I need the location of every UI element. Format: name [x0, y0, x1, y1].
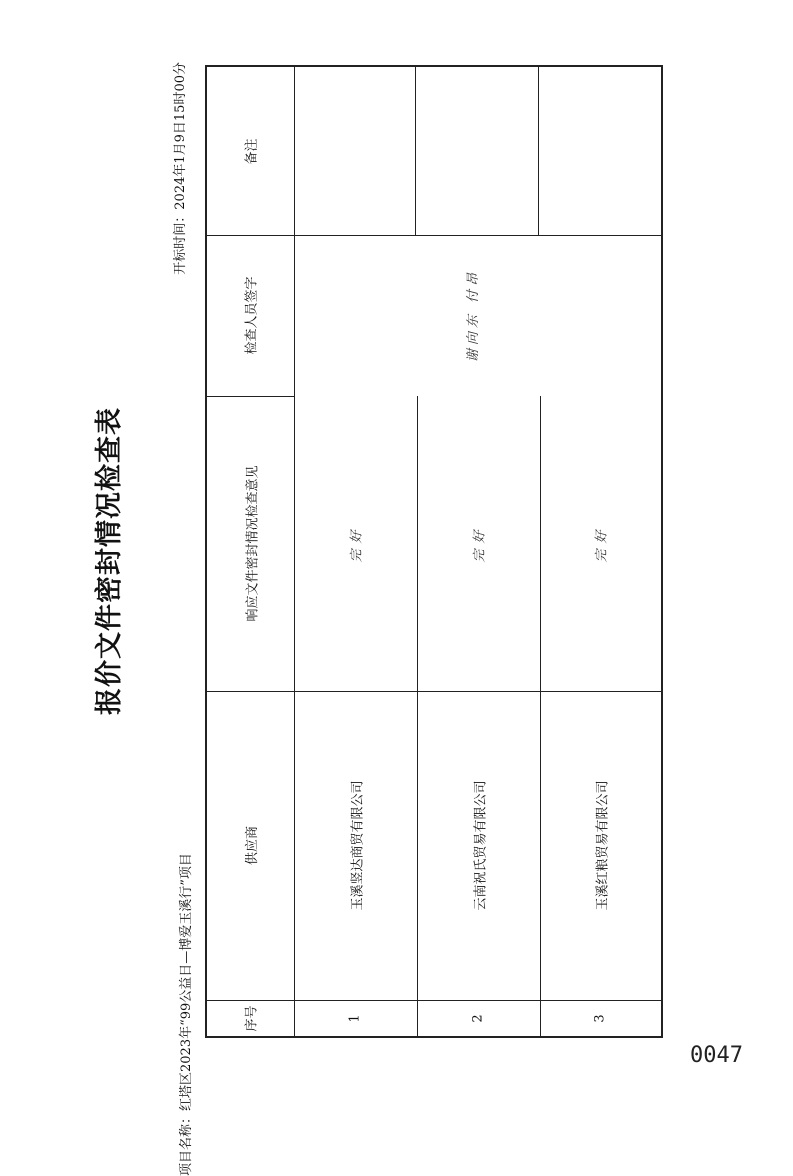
divider-row1-remarks — [415, 67, 416, 235]
divider-row2-remarks — [538, 67, 539, 235]
open-time: 开标时间：2024年1月9日15时00分 — [173, 62, 188, 275]
page-number: 0047 — [690, 1043, 743, 1068]
document-title: 报价文件密封情况检查表 — [94, 407, 125, 715]
row-1-index: 1 — [348, 1013, 363, 1023]
header-inspector-signature: 检查人员签字 — [244, 276, 260, 355]
row-3-supplier: 玉溪红粮贸易有限公司 — [595, 780, 611, 911]
row-3-index: 3 — [593, 1013, 608, 1023]
row-2-supplier: 云南祝氏贸易有限公司 — [473, 780, 489, 911]
header-index: 序号 — [244, 1004, 260, 1032]
row-1-supplier: 玉溪竖达商贸有限公司 — [350, 780, 366, 911]
project-name: 项目名称：红塔区2023年“99公益日—博爱玉溪行”项目 — [179, 853, 194, 1176]
inspector-signature: 谢向东 付昂 — [466, 268, 482, 363]
header-seal-opinion: 响应文件密封情况检查意见 — [245, 465, 261, 622]
row-2-index: 2 — [471, 1013, 486, 1023]
row-2-seal-opinion: 完好 — [472, 524, 488, 563]
row-3-seal-opinion: 完好 — [594, 524, 610, 563]
row-1-seal-opinion: 完好 — [349, 524, 365, 563]
header-supplier: 供应商 — [244, 825, 260, 866]
inspection-table — [205, 65, 663, 1038]
header-remarks: 备注 — [244, 137, 260, 165]
